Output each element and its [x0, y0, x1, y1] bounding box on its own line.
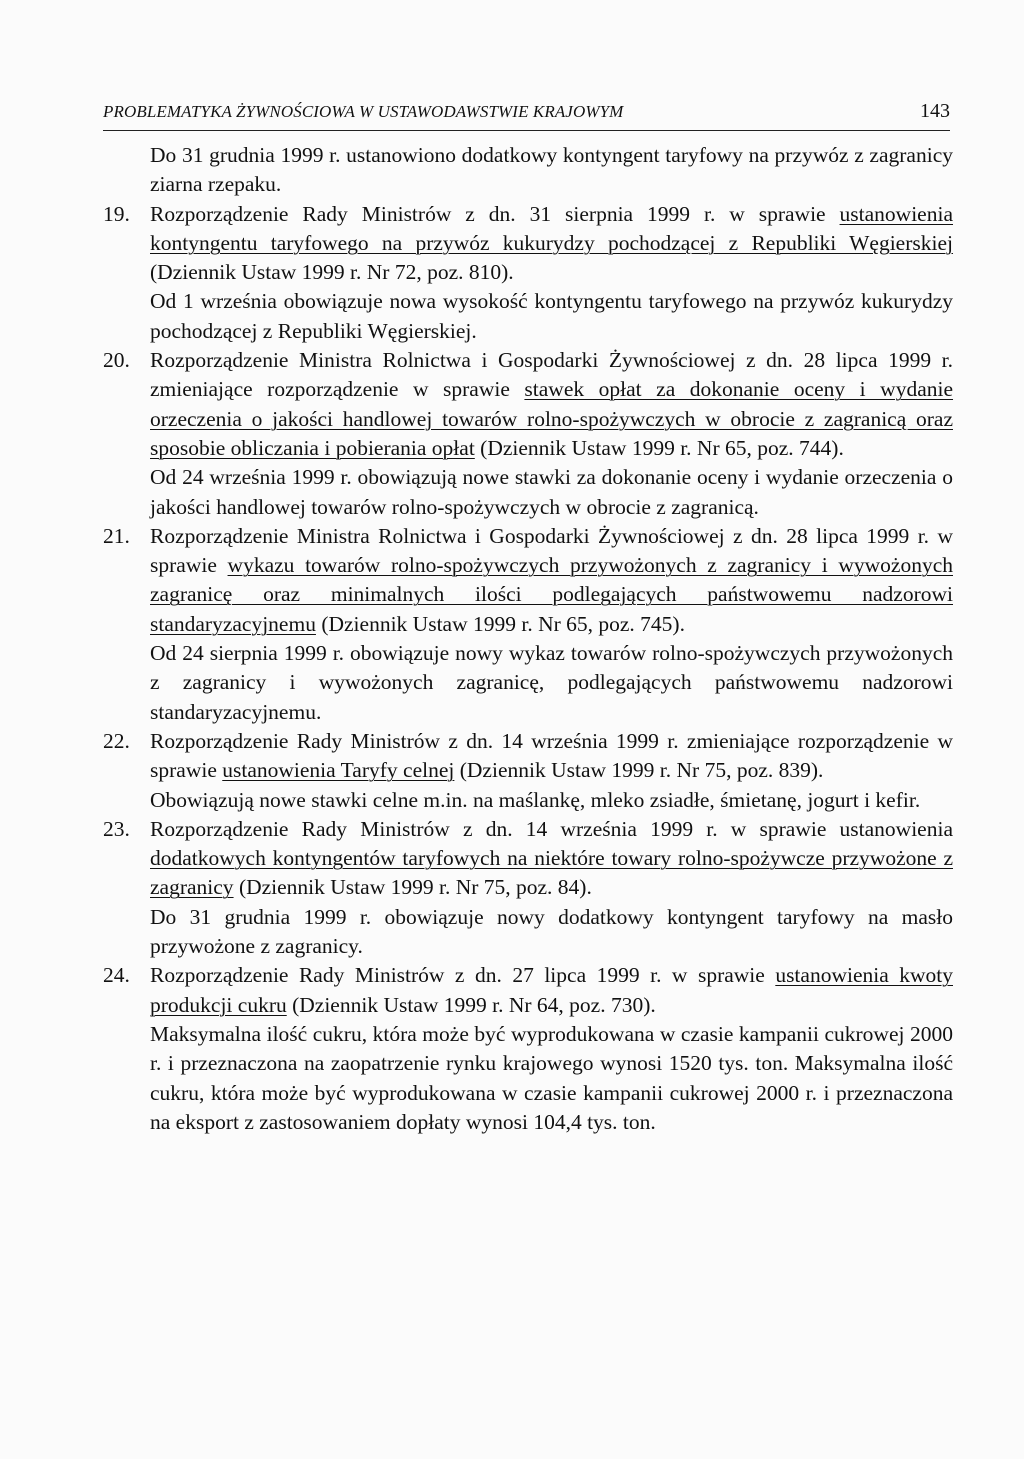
entry-citation	[150, 346, 953, 463]
citation-source: (Dziennik Ustaw 1999 r. Nr 75, poz. 84).	[233, 875, 592, 900]
citation-title: ustanowienia Taryfy celnej	[222, 758, 455, 783]
entry-number: 24.	[103, 963, 130, 988]
citation-text: Rozporządzenie Ministra Rolnictwa i Gospodarki Żywnościowej z dn. 28 lipca 1999 r. w sprawie	[150, 523, 953, 578]
entry-comment: Obowiązują nowe stawki celne m.in. na maślankę, mleko zsiadłe, śmietanę, jogurt i kefir.	[150, 787, 921, 812]
legal-entry	[103, 200, 953, 346]
citation-title: wykazu towarów rolno-spożywczych przywożonych z zagranicy i wywożonych zagranicę oraz minimalnych ilości podlegających państwowemu nadzorowi standaryzacyjnemu	[150, 553, 953, 636]
citation-text: Rozporządzenie Rady Ministrów z dn. 14 września 1999 r. zmieniające rozporządzenie w sprawie	[150, 728, 953, 783]
entry-comment: Od 24 września 1999 r. obowiązują nowe stawki za dokonanie oceny i wydanie orzeczenia o jakości handlowej towarów rolno-spożywczych w obrocie z zagranicą.	[150, 465, 953, 519]
page-number: 143	[920, 100, 950, 122]
entry-number: 22.	[103, 728, 130, 753]
citation-title: dodatkowych kontyngentów taryfowych na niektóre towary rolno-spożywcze przywożone z zagranicy	[150, 846, 953, 900]
page-body	[103, 141, 953, 1137]
entry-citation	[150, 815, 953, 903]
citation-source: (Dziennik Ustaw 1999 r. Nr 72, poz. 810).	[150, 260, 514, 285]
entry-number: 23.	[103, 816, 130, 841]
citation-source: (Dziennik Ustaw 1999 r. Nr 75, poz. 839).	[454, 758, 824, 783]
citation-source: (Dziennik Ustaw 1999 r. Nr 65, poz. 745).	[315, 611, 685, 636]
citation-title: stawek opłat za dokonanie oceny i wydanie orzeczenia o jakości handlowej towarów rolno-spożywczych w obrocie z zagranicą oraz sposobie obliczania i pobierania opłat	[150, 377, 954, 460]
entry-comment: Do 31 grudnia 1999 r. obowiązuje nowy dodatkowy kontyngent taryfowy na masło przywożone z zagranicy.	[150, 904, 953, 959]
legal-entry	[103, 346, 953, 522]
entry-citation	[150, 522, 953, 639]
legal-entry	[103, 961, 953, 1137]
citation-text: Rozporządzenie Ministra Rolnictwa i Gospodarki Żywnościowej z dn. 28 lipca 1999 r. zmieniające rozporządzenie w sprawie	[150, 348, 953, 402]
running-head: PROBLEMATYKA ŻYWNOŚCIOWA W USTAWODAWSTWIE KRAJOWYM	[103, 102, 624, 121]
citation-text: Rozporządzenie Rady Ministrów z dn. 31 sierpnia 1999 r. w sprawie	[150, 201, 840, 226]
citation-source: (Dziennik Ustaw 1999 r. Nr 64, poz. 730).	[286, 992, 656, 1017]
entry-comment: Maksymalna ilość cukru, która może być wyprodukowana w czasie kampanii cukrowej 2000 r. i przeznaczona na zaopatrzenie rynku krajowego wynosi 1520 tys. ton. Maksymalna ilość cukru, która może być wyprodukowana w czasie kampanii cukrowej 2000 r. i przeznaczona na eksport z zastosowaniem dopłaty wynosi 104,4 tys. ton.	[150, 1021, 953, 1134]
entry-citation	[150, 961, 953, 1020]
citation-source: (Dziennik Ustaw 1999 r. Nr 65, poz. 744).	[474, 435, 844, 460]
page-header	[103, 98, 950, 131]
entry-number: 21.	[103, 523, 130, 548]
citation-text: Rozporządzenie Rady Ministrów z dn. 27 lipca 1999 r. w sprawie	[150, 963, 776, 988]
citation-title: ustanowienia kwoty produkcji cukru	[150, 963, 953, 1017]
citation-title: ustanowienia kontyngentu taryfowego na przywóz kukurydzy pochodzącej z Republiki Węgierskiej	[150, 201, 953, 255]
legal-entry	[103, 727, 953, 815]
entry-number: 19.	[103, 201, 130, 226]
entry-number: 20.	[103, 348, 130, 373]
entry-comment: Od 24 sierpnia 1999 r. obowiązuje nowy wykaz towarów rolno-spożywczych przywożonych z zagranicy i wywożonych zagranicę, podlegających państwowemu nadzorowi standaryzacyjnemu.	[150, 641, 953, 724]
entry-citation	[150, 200, 953, 288]
entry-citation	[150, 727, 953, 786]
entry-comment: Od 1 września obowiązuje nowa wysokość kontyngentu taryfowego na przywóz kukurydzy pochodzącej z Republiki Węgierskiej.	[150, 289, 953, 343]
intro-paragraph: Do 31 grudnia 1999 r. ustanowiono dodatkowy kontyngent taryfowy na przywóz z zagranicy ziarna rzepaku.	[150, 143, 953, 197]
legal-entry	[103, 522, 953, 727]
citation-text: Rozporządzenie Rady Ministrów z dn. 14 września 1999 r. w sprawie ustanowienia	[150, 816, 953, 841]
legal-entry	[103, 815, 953, 961]
